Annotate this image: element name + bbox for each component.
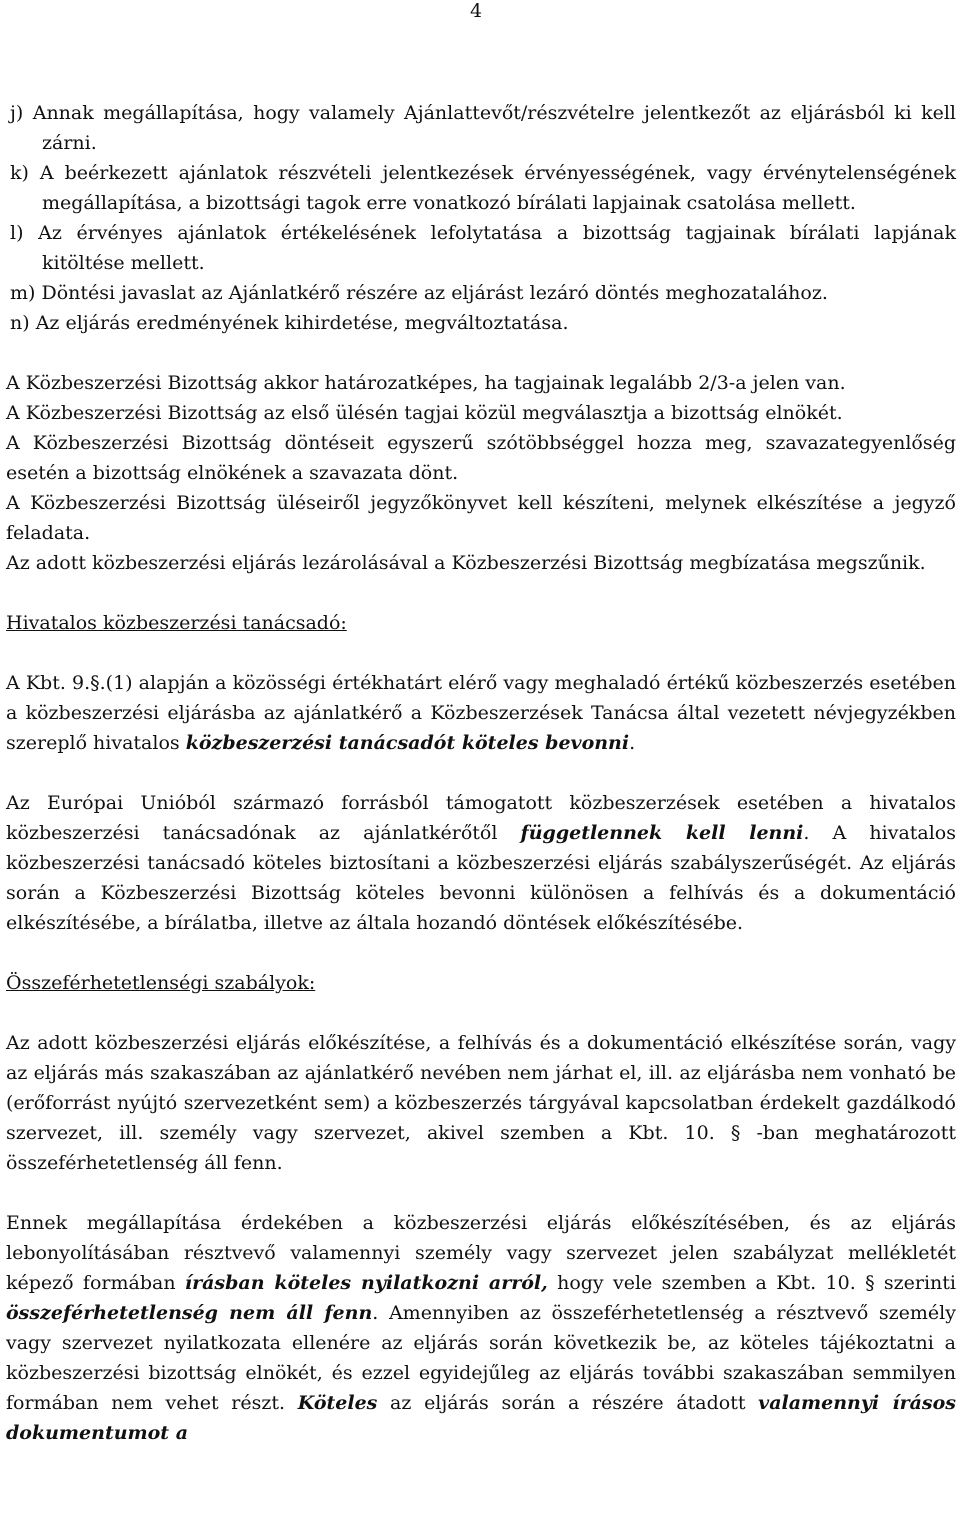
committee-paragraph: A Közbeszerzési Bizottság az első ülésén tagjai közül megválasztja a bizottság elnökét. bbox=[6, 402, 843, 424]
task-list bbox=[6, 98, 956, 338]
list-item-l bbox=[6, 218, 956, 278]
committee-rules bbox=[6, 368, 956, 578]
list-text: Az eljárás eredményének kihirdetése, megváltoztatása. bbox=[35, 312, 569, 334]
section-heading-conflict: Összeférhetetlenségi szabályok: bbox=[6, 972, 316, 994]
list-item-k bbox=[6, 158, 956, 218]
emphasis-text: írásban köteles nyilatkozni arról, bbox=[184, 1272, 548, 1294]
document-body bbox=[6, 98, 956, 1448]
text-run: hogy vele szemben a Kbt. 10. § szerinti bbox=[547, 1272, 956, 1294]
spacer bbox=[6, 638, 956, 668]
list-text: Annak megállapítása, hogy valamely Ajánlattevőt/részvételre jelentkezőt az eljárásból ki kell zárni. bbox=[32, 102, 957, 154]
list-text: Döntési javaslat az Ajánlatkérő részére az eljárást lezáró döntés meghozatalához. bbox=[41, 282, 828, 304]
list-text: A beérkezett ajánlatok részvételi jelentkezések érvényességének, vagy érvénytelenségének megállapítása, a bizottsági tagok erre vonatkozó bírálati lapjainak csatolása mellett. bbox=[39, 162, 956, 214]
committee-paragraph: A Közbeszerzési Bizottság akkor határozatképes, ha tagjainak legalább 2/3-a jelen van. bbox=[6, 372, 846, 394]
list-text: Az érvényes ajánlatok értékelésének lefolytatása a bizottság tagjainak bírálati lapjának kitöltése mellett. bbox=[38, 222, 956, 274]
text-run: Az Európai Unióból származó forrásból támogatott közbeszerzések esetében a hivatalos közbeszerzési tanácsadónak az ajánlatkérőtől bbox=[6, 792, 956, 844]
conflict-paragraph-1: Az adott közbeszerzési eljárás előkészítése, a felhívás és a dokumentáció elkészítése során, vagy az eljárás más szakaszában az ajánlatkérő nevében nem járhat el, ill. az eljárásba nem vonható be (erőforrást nyújtó szervezetként sem) a közbeszerzés tárgyával kapcsolatban érdekelt gazdálkodó szervezet, ill. személy vagy szervezet, akivel szemben a Kbt. 10. § -ban meghatározott összeférhetetlenség áll fenn. bbox=[6, 1032, 956, 1174]
text-run: Ennek megállapítása érdekében a közbeszerzési eljárás előkészítésében, és az eljárás lebonyolításában résztvevő valamennyi személy vagy szervezet jelen szabályzat mellékletét képező formában bbox=[6, 1212, 956, 1294]
spacer bbox=[6, 758, 956, 788]
text-run: . A hivatalos közbeszerzési tanácsadó köteles biztosítani a közbeszerzési eljárás szabályszerűségét. Az eljárás során a Közbeszerzési Bizottság köteles bevonni különösen a felhívás és a dokumentáció elkészítésébe, a bírálatba, illetve az általa hozandó döntések előkészítésébe. bbox=[6, 822, 956, 934]
section-heading-advisor: Hivatalos közbeszerzési tanácsadó: bbox=[6, 612, 347, 634]
spacer bbox=[6, 998, 956, 1028]
text-run: A Kbt. 9.§.(1) alapján a közösségi értékhatárt elérő vagy meghaladó értékű közbeszerzés esetében a közbeszerzési eljárásba az ajánlatkérő a Közbeszerzések Tanácsa által vezetett névjegyzékben szereplő hivatalos bbox=[6, 672, 956, 754]
spacer bbox=[6, 578, 956, 608]
emphasis-text: Köteles bbox=[297, 1392, 378, 1414]
emphasis-text: valamennyi írásos dokumentumot a bbox=[6, 1392, 956, 1444]
list-label: j) bbox=[10, 102, 24, 124]
spacer bbox=[6, 938, 956, 968]
list-label: n) bbox=[10, 312, 30, 334]
advisor-paragraph-1 bbox=[6, 668, 956, 758]
list-label: l) bbox=[10, 222, 24, 244]
conflict-paragraph-2 bbox=[6, 1208, 956, 1448]
list-item-m bbox=[6, 278, 956, 308]
committee-paragraph: A Közbeszerzési Bizottság döntéseit egyszerű szótöbbséggel hozza meg, szavazategyenlőség esetén a bizottság elnökének a szavazata dönt. bbox=[6, 432, 956, 484]
text-run: . Amennyiben az összeférhetetlenség a résztvevő személy vagy szervezet nyilatkozata ellenére az eljárás során következik be, az köteles tájékoztatni a közbeszerzési bizottság elnökét, és ezzel egyidejűleg az eljárás további szakaszában semmilyen formában nem vehet részt. bbox=[6, 1302, 956, 1414]
list-item-n bbox=[6, 308, 956, 338]
spacer bbox=[6, 338, 956, 368]
emphasis-text: összeférhetetlenség nem áll fenn bbox=[6, 1302, 373, 1324]
emphasis-text: közbeszerzési tanácsadót köteles bevonni bbox=[185, 732, 630, 754]
spacer bbox=[6, 1178, 956, 1208]
text-run: az eljárás során a részére átadott bbox=[377, 1392, 759, 1414]
text-run: . bbox=[629, 732, 636, 754]
committee-paragraph: A Közbeszerzési Bizottság üléseiről jegyzőkönyvet kell készíteni, melynek elkészítése a jegyző feladata. bbox=[6, 492, 956, 544]
list-label: k) bbox=[10, 162, 29, 184]
emphasis-text: függetlennek kell lenni bbox=[520, 822, 804, 844]
committee-paragraph: Az adott közbeszerzési eljárás lezárolásával a Közbeszerzési Bizottság megbízatása megszűnik. bbox=[6, 552, 926, 574]
list-label: m) bbox=[10, 282, 36, 304]
advisor-paragraph-2 bbox=[6, 788, 956, 938]
page-number: 4 bbox=[470, 0, 483, 22]
list-item-j bbox=[6, 98, 956, 158]
